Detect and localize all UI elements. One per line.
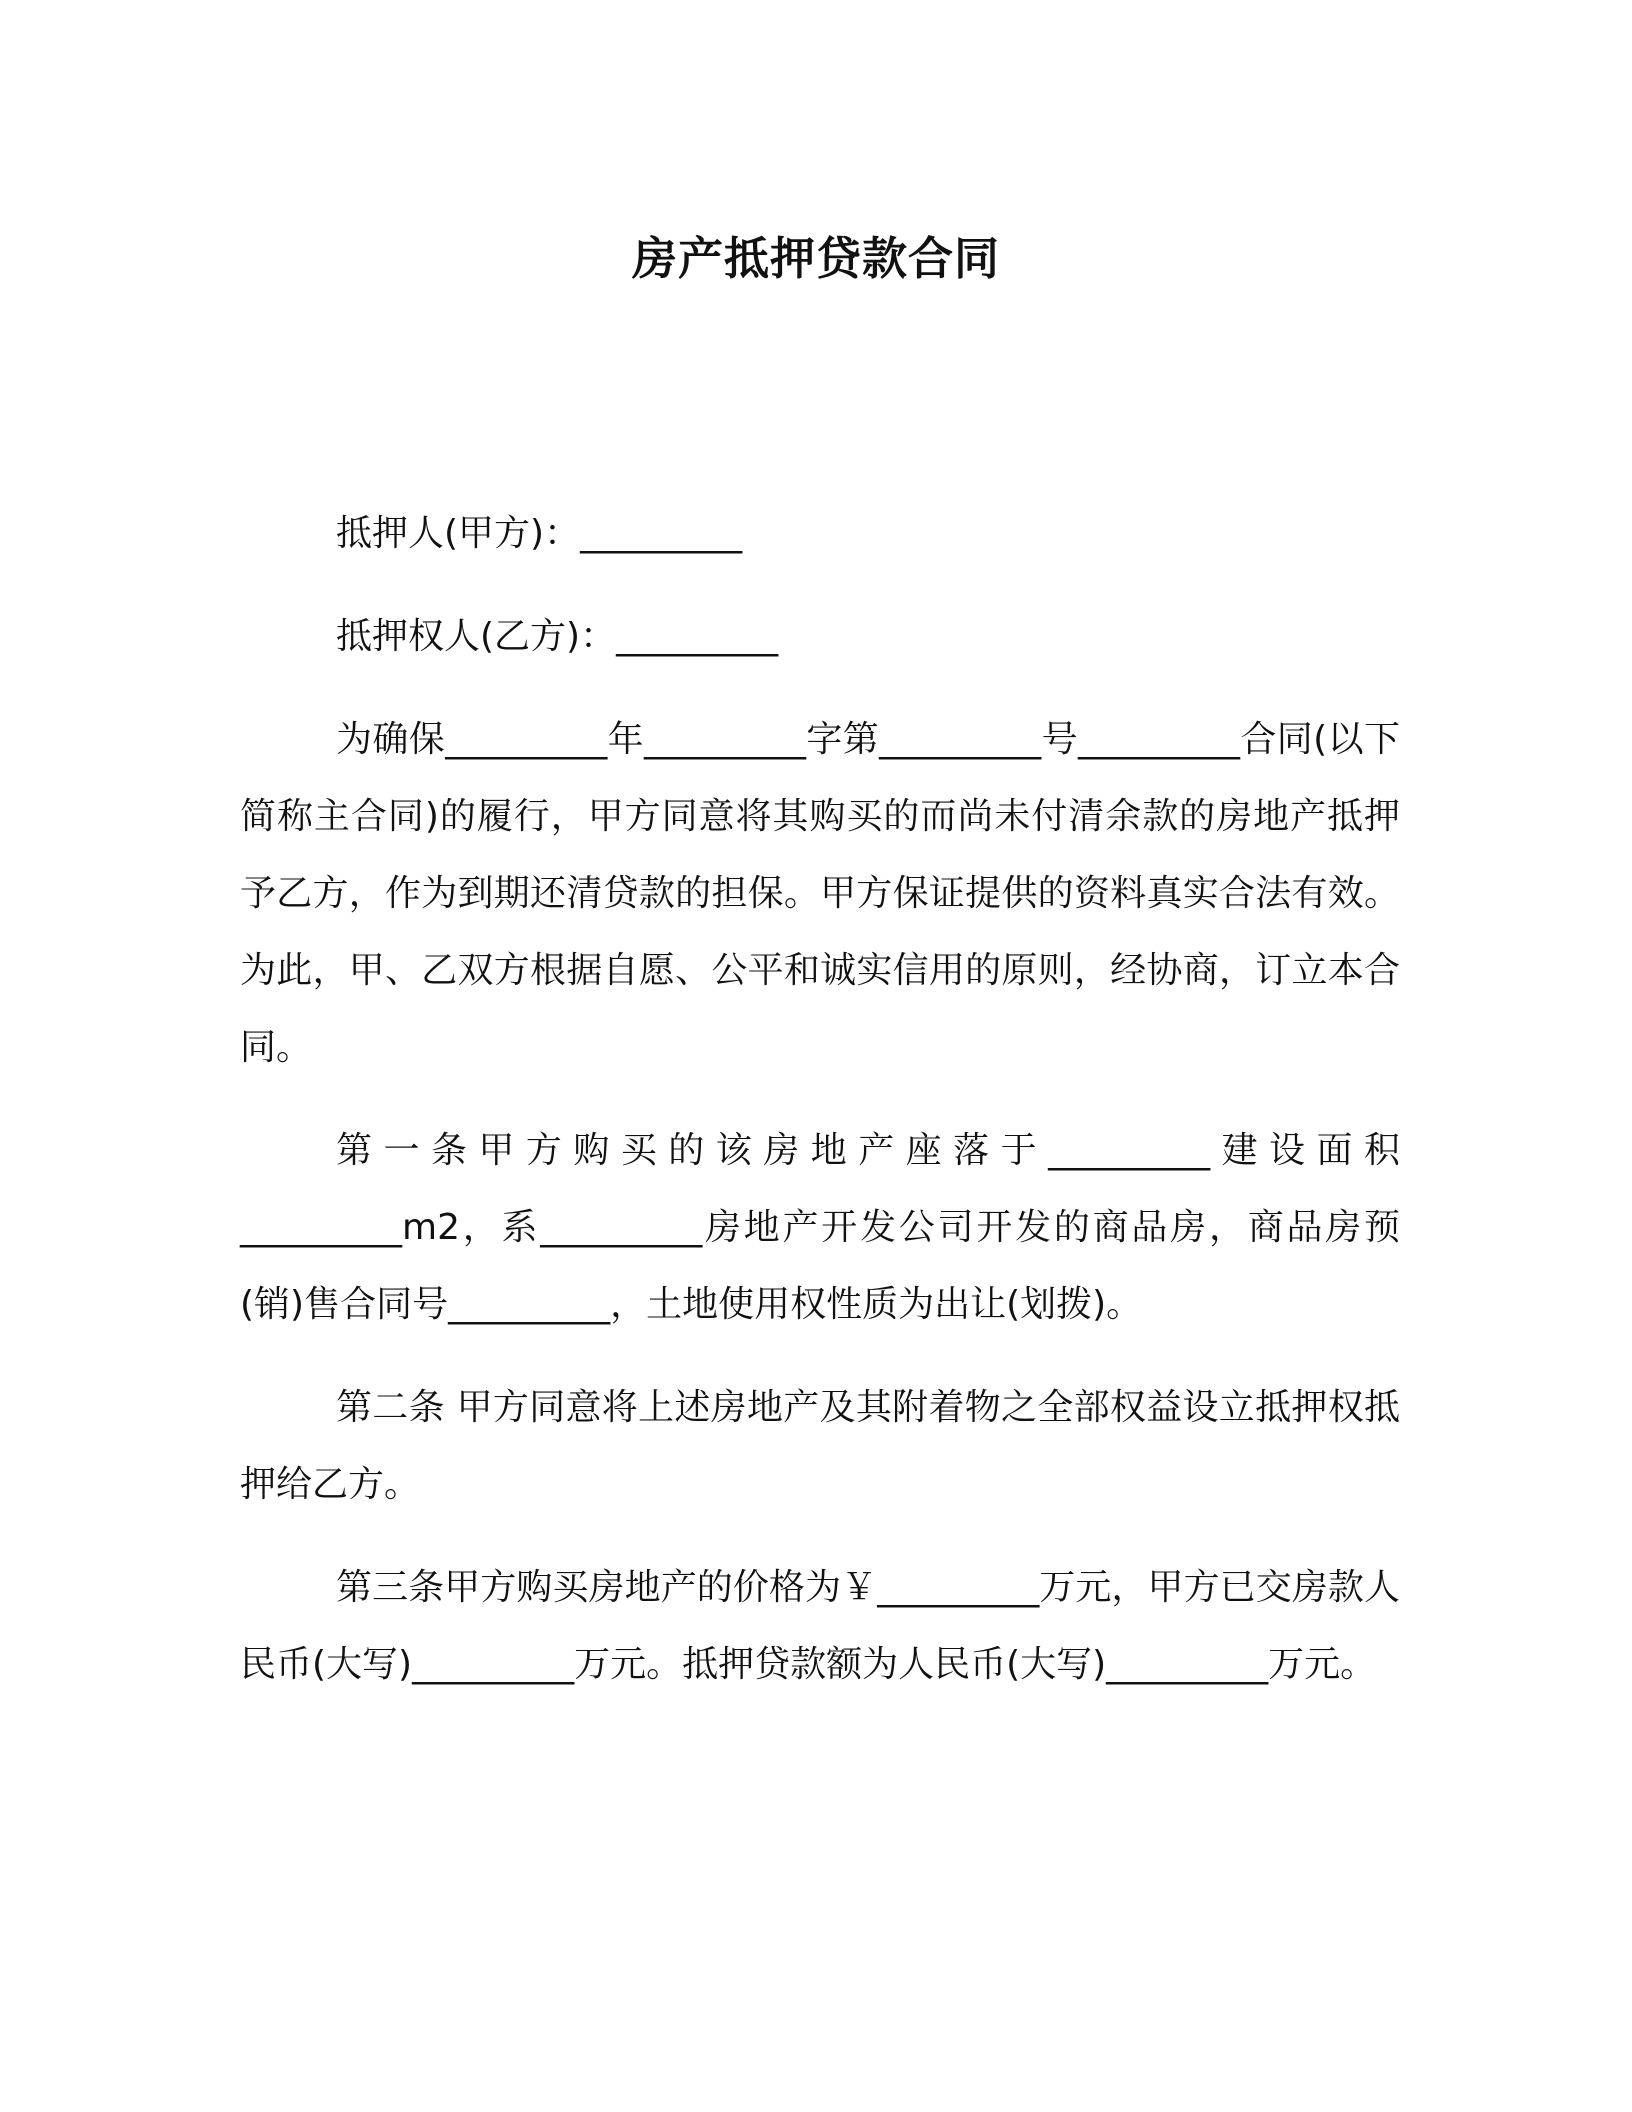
article-1-paragraph: 第一条甲方购买的该房地产座落于_________建设面积_________m2，系_________房地产开发公司开发的商品房，商品房预(销)售合同号_________，土地使用权性质为出让(划拨)。	[240, 1130, 1400, 1325]
article-3-paragraph: 第三条甲方购买房地产的价格为￥_________万元，甲方已交房款人民币(大写)_________万元。抵押贷款额为人民币(大写)_________万元。	[240, 1567, 1400, 1685]
article-2-paragraph: 第二条 甲方同意将上述房地产及其附着物之全部权益设立抵押权抵押给乙方。	[240, 1387, 1400, 1505]
mortgagee-line: 抵押权人(乙方)：_________	[336, 616, 779, 657]
document-title: 房产抵押贷款合同	[631, 232, 1000, 285]
document-body	[240, 495, 1400, 1729]
preamble-paragraph: 为确保_________年_________字第_________号_________合同(以下简称主合同)的履行，甲方同意将其购买的而尚未付清余款的房地产抵押予乙方，作为到期还清贷款的担保。甲方保证提供的资料真实合法有效。为此，甲、乙双方根据自愿、公平和诚实信用的原则，经协商，订立本合同。	[240, 719, 1400, 1068]
mortgagor-line: 抵押人(甲方)：_________	[336, 513, 743, 554]
